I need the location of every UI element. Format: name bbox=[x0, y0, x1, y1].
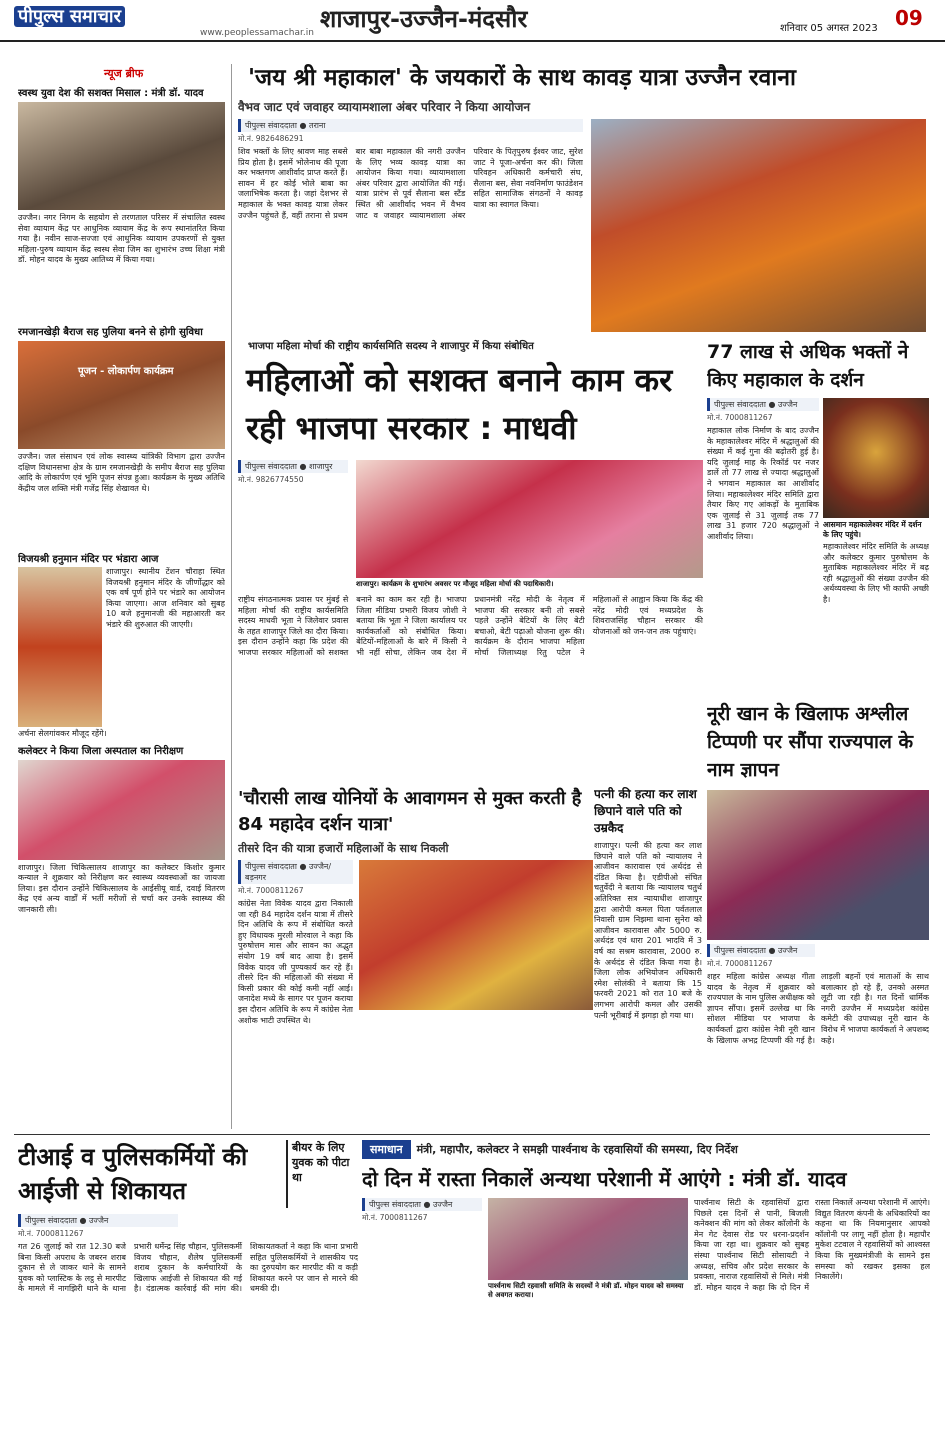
ti-police-story bbox=[18, 1140, 358, 1440]
samadhan-headline: दो दिन में रास्ता निकालें अन्यथा परेशानी में आएंगे : मंत्री डॉ. यादव bbox=[362, 1167, 847, 1191]
84-mobile: मो.नं. 7000811267 bbox=[238, 886, 304, 895]
brief-item-3-headline: विजयश्री हनुमान मंदिर पर भंडारा आज bbox=[18, 554, 159, 565]
bjp-photo-caption: शाजापुर। कार्यक्रम के शुभारंभ अवसर पर मौजूद महिला मोर्चा की पदाधिकारी। bbox=[356, 580, 703, 589]
news-brief-column bbox=[18, 64, 232, 1129]
kanwar-subhead: वैभव जाट एवं जवाहर व्यायामशाला अंबर परिवार ने किया आयोजन bbox=[238, 100, 531, 114]
masthead bbox=[0, 0, 945, 42]
ti-credit: पीपुल्स संवाददाता ● उज्जैन bbox=[18, 1214, 178, 1227]
bjp-text: राष्ट्रीय संगठनात्मक प्रवास पर मुंबई से महिला मोर्चा की राष्ट्रीय कार्यसमिति सदस्य माधवी भूता ने जिलेवार प्रवास के तहत शाजापुर जिले का दौरा किया। इस दौरान उन्होंने कहा कि प्रदेश की भाजपा सरकार महिलाओं को सशक्त बनाने का काम कर रही है। भाजपा जिला मीडिया प्रभारी विजय जोशी ने बताया कि भूता ने जिला कार्यालय पर कार्यकर्ताओं को संबोधित किया। बेटियों-महिलाओं के बारे में किसी ने भी नहीं सोचा, लेकिन जब देश में प्रधानमंत्री नरेंद्र मोदी के नेतृत्व में भाजपा की सरकार बनी तो सबसे पहले उन्होंने बेटियों के लिए बेटी बचाओ, बेटी पढ़ाओ योजना शुरू की। कार्यक्रम के दौरान भाजपा महिला मोर्चा जिलाध्यक्ष रितु पटेल ने महिलाओं से आह्वान किया कि केंद्र की नरेंद्र मोदी एवं मध्यप्रदेश के शिवराजसिंह चौहान सरकार की योजनाओं को जन-जन तक पहुंचाएं। bbox=[238, 595, 703, 657]
website-url[interactable]: www.peoplessamachar.in bbox=[200, 28, 314, 38]
mahakal-photo bbox=[823, 398, 929, 518]
ti-text: गत 26 जुलाई को रात 12.30 बजे बिना किसी अपराध के जबरन शराब दुकान से ले जाकर थाने के सामने युवक को प्लास्टिक के लट्ठ से मारपीट के मामले में नागझिरी थाने के थाना प्रभारी धर्मेन्द्र सिंह चौहान, पुलिसकर्मी विजय चौहान, शैलेष पुलिसकर्मी शराब दुकान के कर्मचारियों के खिलाफ आईजी से शिकायत की गई है। दंडात्मक कार्रवाई की मांग की। शिकायतकर्ता ने कहा कि थाना प्रभारी सहित पुलिसकर्मियों ने शासकीय पद का दुरुपयोग कर मारपीट की व कड़ी शिकायत करने पर जान से मारने की धमकी दी। bbox=[18, 1242, 358, 1294]
brief-item-4-photo bbox=[18, 760, 225, 860]
noori-mobile: मो.नं. 7000811267 bbox=[707, 959, 773, 968]
newspaper-logo: पीपुल्स समाचार bbox=[14, 4, 125, 28]
brief-item-3-caption: अर्चना सेलगांवकर मौजूद रहेंगे। bbox=[18, 729, 107, 738]
noori-text: शहर महिला कांग्रेस अध्यक्ष गीता यादव के नेतृत्व में शुक्रवार को राज्यपाल के नाम पुलिस अधीक्षक को ज्ञापन सौंपा। इसमें उल्लेख था कि सोशल मीडिया पर भाजपा के कार्यकर्ता द्वारा कांग्रेस नेत्री नूरी खान के खिलाफ अभद्र टिप्पणी की गई है। लाड़ली बहनों एवं माताओं के साथ बलात्कार हो रहे हैं, उनको अस्मत लूटी जा रही है। गत दिनों धार्मिक नगरी उज्जैन में मध्यप्रदेश कांग्रेस कमेटी की उपाध्यक्ष नूरी खान के विरोध में भाजपा कार्यकर्ता ने अपशब्द कहे। bbox=[707, 972, 929, 1045]
84-mahadev-story bbox=[238, 786, 593, 1131]
84-subhead: तीसरे दिन की यात्रा हजारों महिलाओं के साथ निकली bbox=[238, 842, 449, 855]
mahakal-darshan-story bbox=[707, 338, 929, 688]
brief-item-1-text: उज्जैन। नगर निगम के सहयोग से तरणताल परिसर में संचालित स्वस्थ सेवा व्यायाम केंद्र पर आधुनिक व्यायाम केंद्र के रूप स्थानांतरित किया गया है। नवीन साज-सज्जा एवं आधुनिक व्यायाम उपकरणों से युक्त महिला-पुरुष व्यायाम केंद्र स्वस्थ सेवा जिम का शुभारंभ उच्च शिक्षा मंत्री डॉ. मोहन यादव के मुख्य आतिथ्य में किया गया। bbox=[18, 213, 225, 265]
bjp-headline: महिलाओं को सशक्त बनाने काम कर रही भाजपा सरकार : माधवी bbox=[246, 361, 673, 447]
bottom-section-divider bbox=[14, 1134, 930, 1135]
84-text: कांग्रेस नेता विवेक यादव द्वारा निकाली जा रही 84 महादेव दर्शन यात्रा में तीसरे दिन अतिथि के रूप में संबोधित करते हुए विधायक मुरली मोरवाल ने कहा कि पुरुषोत्तम मास और सावन का अद्भुत संयोग 19 वर्ष बाद आया है। इसमें विवेक यादव जी पुण्यकार्य कर रहे हैं। तीसरे दिन की महिलाओं की संख्या में किसी प्रकार की कोई कमी नहीं आई। जनादेश मध्ये के सागर पर पूजन कराया इस दौरान अतिथि के रूप में कांग्रेस नेता अशोक भाटी उपस्थित थे। bbox=[238, 899, 353, 1025]
section-title: शाजापुर-उज्जैन-मंदसौर bbox=[320, 5, 528, 33]
brief-item-1-headline: स्वस्थ युवा देश की सशक्त मिसाल : मंत्री डॉ. यादव bbox=[18, 88, 204, 99]
bjp-kicker: भाजपा महिला मोर्चा की राष्ट्रीय कार्यसमिति सदस्य ने शाजापुर में किया संबोधित bbox=[248, 341, 534, 352]
kanwar-yatra-story bbox=[238, 60, 928, 332]
mahakal-credit: पीपुल्स संवाददाता ● उज्जैन bbox=[707, 398, 819, 411]
84-credit: पीपुल्स संवाददाता ● उज्जैन/बड़नगर bbox=[238, 860, 353, 884]
samadhan-text: पार्श्वनाथ सिटी के रहवासियों द्वारा पिछले दस दिनों से पानी, बिजली कनेक्शन की मांग को लेकर कॉलोनी के मेन गेट देवास रोड पर धरना-प्रदर्शन किया जा रहा था। शुक्रवार को सुबह संस्था पार्श्वनाथ सिटी सोसायटी ने अध्यक्ष, सचिव और प्रदेश सरकार के प्रवक्ता, नाराज रहवासियों से मिले। मंत्री डॉ. मोहन यादव ने कहा कि दो दिन में रास्ता निकालें अन्यथा परेशानी में आएंगे। विद्युत वितरण कंपनी के अधिकारियों का कहना था कि नियमानुसार आपको कॉलोनी पर लागू नहीं होता है। महापौर मुकेश टटवाल ने रहवासियों को आश्वस्त किया कि मुख्यमंत्रीजी के सामने इस समस्या को रखकर इसका हल निकालेंगे। bbox=[694, 1198, 930, 1292]
page-number: 09 bbox=[895, 6, 923, 30]
bjp-mahila-story bbox=[238, 338, 703, 778]
84-photo bbox=[359, 860, 593, 1010]
brief-item-4-text: शाजापुर। जिला चिकित्सालय शाजापुर का कलेक्टर किशोर कुमार कन्याल ने शुक्रवार को निरीक्षण कर स्वास्थ्य व्यवस्थाओं का जायजा लिया। इस दौरान उन्होंने चिकित्सालय के आईसीयू वार्ड, दवाई वितरण केंद्र एवं अन्य वार्डों में भर्ती मरीजों से चर्चा कर उनके स्वास्थ्य की जानकारी ली। bbox=[18, 862, 225, 914]
brief-item-2-headline: रमजानखेड़ी बैराज सह पुलिया बनने से होगी सुविधा bbox=[18, 327, 203, 338]
samadhan-kicker: मंत्री, महापौर, कलेक्टर ने समझी पार्श्वनाथ के रहवासियों की समस्या, दिए निर्देश bbox=[416, 1143, 738, 1156]
noori-credit: पीपुल्स संवाददाता ● उज्जैन bbox=[707, 944, 815, 957]
ti-mobile: मो.नं. 7000811267 bbox=[18, 1229, 84, 1238]
mahakal-mobile: मो.नं. 7000811267 bbox=[707, 413, 773, 422]
brief-item-3-text: शाजापुर। स्थानीय टेंशन चौराहा स्थित विजयश्री हनुमान मंदिर के जीर्णोद्धार को एक वर्ष पूर्ण होने पर भंडारे का आयोजन किया जाएगा। आज शनिवार को सुबह 10 बजे हनुमानजी की महाआरती कर भंडारे की शुरुआत की जाएगी। bbox=[106, 567, 225, 629]
samadhan-photo-caption: पार्श्वनाथ सिटी रहवासी समिति के सदस्यों ने मंत्री डॉ. मोहन यादव को समस्या से अवगत कराया। bbox=[488, 1282, 688, 1300]
noori-khan-story bbox=[707, 700, 929, 1130]
issue-date: शनिवार 05 अगस्त 2023 bbox=[780, 23, 878, 34]
mahakal-headline: 77 लाख से अधिक भक्तों ने किए महाकाल के दर्शन bbox=[707, 341, 909, 391]
brief-item-3-photo bbox=[18, 567, 102, 727]
brief-item-1-photo bbox=[18, 102, 225, 210]
samadhan-mobile: मो.नं. 7000811267 bbox=[362, 1213, 428, 1222]
ti-headline: टीआई व पुलिसकर्मियों की आईजी से शिकायत bbox=[18, 1143, 248, 1205]
brief-item-2-photo-banner: पूजन - लोकार्पण कार्यक्रम bbox=[78, 366, 174, 377]
samadhan-tag: समाधान bbox=[362, 1140, 411, 1159]
kanwar-text: शिव भक्तों के लिए श्रावण माह सबसे प्रिय होता है। इसमें भोलेनाथ की पूजा कर भक्तगण आशीर्वाद प्राप्त करते हैं। सावन में हर कोई भोले बाबा का जलाभिषेक करता है। जहां देशभर से महाकाल के भक्त कावड़ यात्रा लेकर उज्जैन पहुंचते हैं, वहीं तराना से प्रथम बार बाबा महाकाल की नगरी उज्जैन के लिए भव्य कावड़ यात्रा का आयोजन किया गया। व्यायामशाला अंबर परिवार द्वारा आयोजित की गई। यात्रा प्रारंभ से पूर्व सैलाना बस स्टैंड स्थित श्री आशीर्वाद भवन में वैभव जाट व जवाहर व्यायामशाला अंबर परिवार के पितृपुरुष ईश्वर जाट, सुरेश जाट ने पूजा-अर्चना कर की। जिला परिवहन अधिकारी कर्मचारी संघ, सैलाना बस, सेवा नवनिर्माण फाउंडेशन सहित सामाजिक संगठनों ने कावड़ यात्रा का स्वागत किया। bbox=[238, 147, 583, 220]
news-brief-label: न्यूज ब्रीफ bbox=[98, 64, 225, 83]
kanwar-credit: पीपुल्स संवाददाता ● तराना bbox=[238, 119, 583, 132]
murder-verdict-story bbox=[594, 786, 702, 1131]
noori-headline: नूरी खान के खिलाफ अश्लील टिप्पणी पर सौंपा राज्यपाल के नाम ज्ञापन bbox=[707, 703, 914, 781]
kanwar-photo bbox=[591, 119, 926, 332]
mahakal-photo-caption: आसमान महाकालेश्वर मंदिर में दर्शन के लिए पहुंचे। bbox=[823, 520, 929, 540]
murder-headline: पत्नी की हत्या कर लाश छिपाने वाले पति को उम्रकैद bbox=[594, 787, 697, 835]
bjp-photo bbox=[356, 460, 703, 578]
samadhan-story bbox=[362, 1140, 930, 1440]
bjp-mobile: मो.नं. 9826774550 bbox=[238, 475, 304, 484]
ti-side-headline: बीयर के लिए युवक को पीटा था bbox=[286, 1140, 358, 1208]
84-headline: 'चौरासी लाख योनियों के आवागमन से मुक्त करती है 84 महादेव दर्शन यात्रा' bbox=[238, 788, 582, 835]
brief-item-4-headline: कलेक्टर ने किया जिला अस्पताल का निरीक्षण bbox=[18, 745, 184, 757]
brief-item-2-text: उज्जैन। जल संसाधन एवं लोक स्वास्थ्य यांत्रिकी विभाग द्वारा उज्जैन दक्षिण विधानसभा क्षेत्र के ग्राम रमजानखेड़ी के समीप बैराज सह पुलिया आदि के लोकार्पण एवं भूमि पूजन संपन्न हुआ। कार्यक्रम के मुख्य अतिथि केंद्रीय जल शक्ति मंत्री गजेंद्र सिंह शेखावत थे। bbox=[18, 452, 225, 493]
kanwar-headline: 'जय श्री महाकाल' के जयकारों के साथ कावड़ यात्रा उज्जैन रवाना bbox=[248, 65, 796, 91]
samadhan-credit: पीपुल्स संवाददाता ● उज्जैन bbox=[362, 1198, 482, 1211]
mahakal-text: महाकाल लोक निर्माण के बाद उज्जैन के महाकालेश्वर मंदिर में श्रद्धालुओं की संख्या में कई गुना की बढ़ोतरी हुई है। यदि जुलाई माह के रिकॉर्ड पर नजर डालें तो 77 लाख से ज्यादा श्रद्धालुओं ने भगवान महाकाल का आशीर्वाद लिया। महाकालेश्वर मंदिर समिति द्वारा तैयार किए गए आंकड़ों के मुताबिक एक जुलाई से 31 जुलाई तक 77 लाख 31 हजार 720 श्रद्धालुओं ने आशीर्वाद लिया। bbox=[707, 426, 819, 541]
samadhan-photo bbox=[488, 1198, 688, 1280]
mahakal-text-2: महाकालेश्वर मंदिर समिति के अध्यक्ष और कलेक्टर कुमार पुरुषोत्तम के मुताबिक महाकालेश्वर मंदिर में बढ़ रही श्रद्धालुओं की संख्या उज्जैन की अर्थव्यवस्था के लिए भी काफी अच्छी है। bbox=[823, 542, 929, 604]
brief-item-2-photo bbox=[18, 341, 225, 449]
murder-text: शाजापुर। पत्नी की हत्या कर लाश छिपाने वाले पति को न्यायालय ने आजीवन कारावास एवं अर्थदंड से दंडित किया है। एडीपीओ संचित चतुर्वेदी ने बताया कि न्यायालय चतुर्थ अतिरिक्त सत्र न्यायाधीश शाजापुर द्वारा आरोपी कमल पिता पर्वतलाल निवासी ग्राम निझमा थाना सुनेरा को आजीवन कारावास और 5000 रु. अर्थदंड एवं धारा 201 भादवि में 3 वर्ष का सश्रम कारावास, 2000 रु. के अर्थदंड से दंडित किया गया है। जिला लोक अभियोजन अधिकारी रमेश सोलंकी ने बताया कि 15 फरवरी 2021 को रात 10 बजे के लगभग आरोपी कमल और उसकी पत्नी भूरीबाई में झगड़ा हो गया था। bbox=[594, 841, 702, 1020]
kanwar-mobile: मो.नं. 9826486291 bbox=[238, 134, 304, 143]
bjp-credit: पीपुल्स संवाददाता ● शाजापुर bbox=[238, 460, 348, 473]
noori-photo bbox=[707, 790, 929, 940]
